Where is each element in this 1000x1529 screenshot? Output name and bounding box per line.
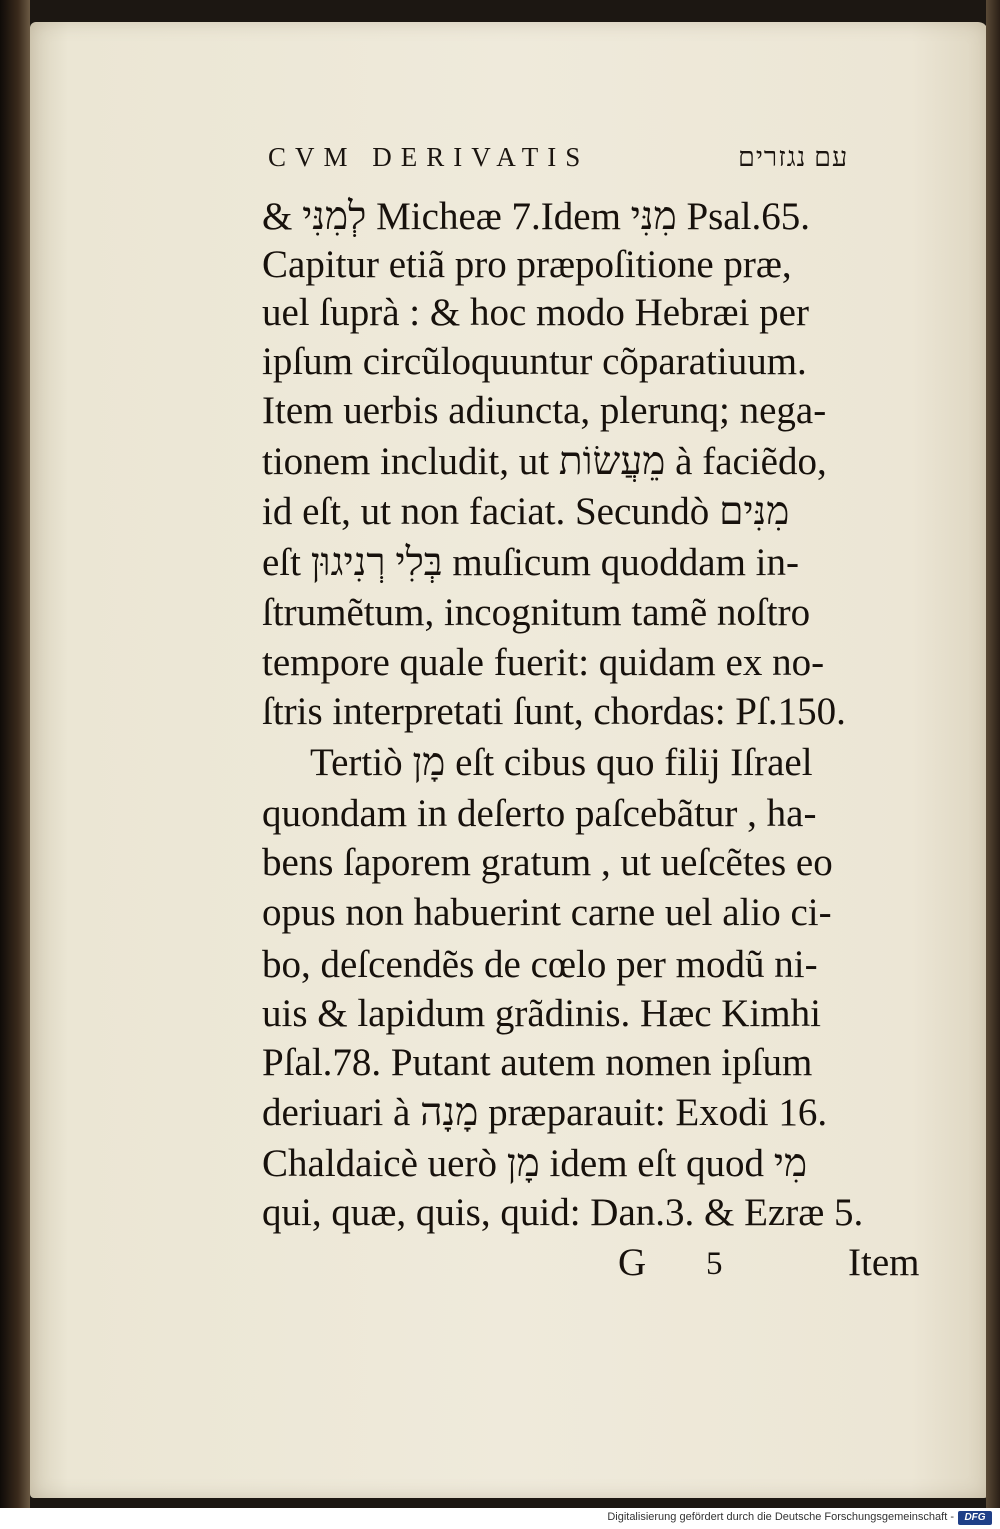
- text-line: uis & lapidum grãdinis. Hæc Kimhi: [262, 992, 821, 1035]
- text-line: bo, deſcendẽs de cœlo per modũ ni-: [262, 943, 818, 986]
- text-line: Pſal.78. Putant autem nomen ipſum: [262, 1041, 813, 1084]
- credit-text: Digitalisierung gefördert durch die Deutsche Forschungsgemeinschaft -: [607, 1511, 954, 1523]
- text-line: Capitur etiã pro præpoſitione præ,: [262, 243, 792, 286]
- text-line: Tertiò מָן eſt cibus quo filij Iſrael: [310, 741, 813, 784]
- text-line: bens ſaporem gratum , ut ueſcẽtes eo: [262, 841, 833, 884]
- text-line: ſtris interpretati ſunt, chordas: Pſ.150.: [262, 690, 846, 733]
- signature-number: 5: [706, 1246, 723, 1282]
- text-line: ſtrumẽtum, incognitum tamẽ noſtro: [262, 591, 811, 634]
- page-edge: [986, 0, 1000, 1508]
- header-hebrew: עם נגזרים: [738, 142, 849, 172]
- text-line: Item uerbis adiuncta, plerunq; nega-: [262, 389, 827, 432]
- text-line: tionem includit, ut מֵעֲשׂוֹת à faciẽdo,: [262, 440, 827, 483]
- text-line: opus non habuerint carne uel alio ci-: [262, 891, 832, 934]
- catchword: Item: [848, 1241, 920, 1284]
- text-line: Chaldaicè uerò מָן idem eſt quod מִי: [262, 1142, 808, 1185]
- text-line: quondam in deſerto paſcebãtur , ha-: [262, 792, 817, 835]
- header-latin: CVM DERIVATIS: [268, 142, 590, 172]
- text-line: id eſt, ut non faciat. Secundò מִנִּים: [262, 490, 790, 533]
- dfg-logo-icon: DFG: [958, 1511, 992, 1525]
- text-line: & לְמִנִּי Micheæ 7.Idem מִנִּי Psal.65.: [262, 195, 810, 238]
- text-line: deriuari à מָנָה præparauit: Exodi 16.: [262, 1091, 828, 1134]
- text-line: eſt בְּלִי רְנִיגוּן muſicum quoddam in-: [262, 541, 799, 584]
- running-header: [268, 142, 888, 182]
- text-line: tempore quale fuerit: quidam ex no-: [262, 641, 825, 684]
- page-footer: [610, 1240, 940, 1290]
- book-binding-edge: [0, 0, 30, 1508]
- text-line: qui, quæ, quis, quid: Dan.3. & Ezræ 5.: [262, 1191, 864, 1234]
- signature-mark: G: [618, 1241, 647, 1284]
- credit-bar: [0, 1508, 1000, 1529]
- text-line: uel ſuprà : & hoc modo Hebræi per: [262, 291, 809, 334]
- text-line: ipſum circũloquuntur cõparatiuum.: [262, 340, 807, 383]
